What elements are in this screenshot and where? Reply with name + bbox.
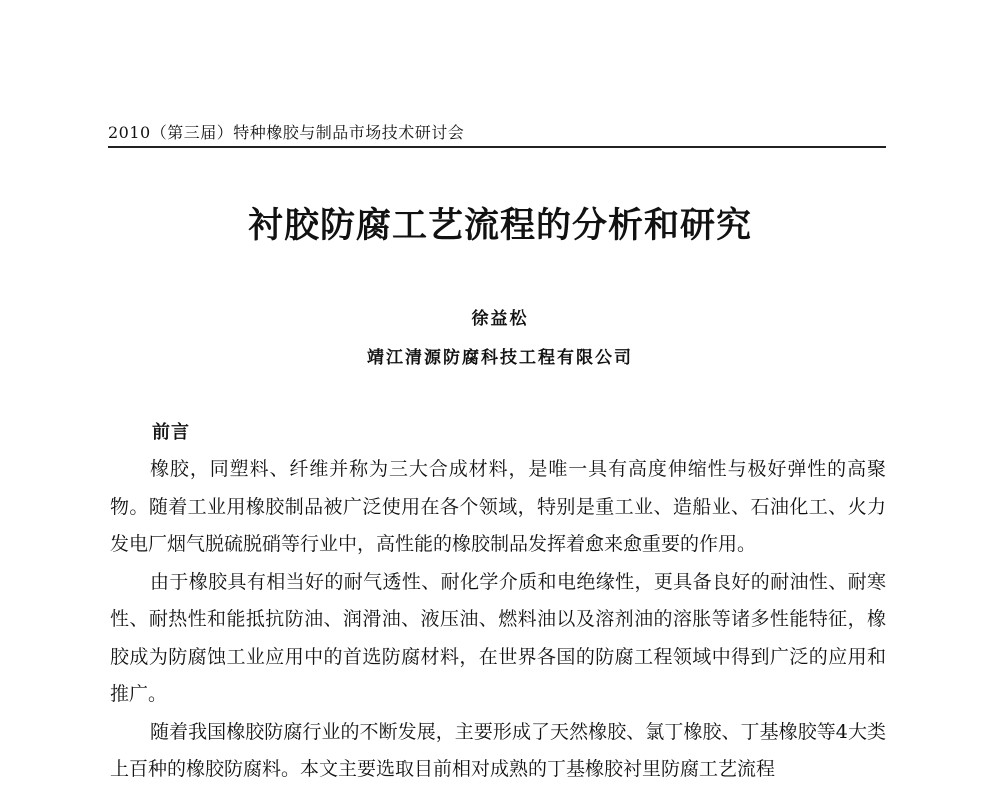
author-affiliation: 靖江清源防腐科技工程有限公司 <box>367 348 633 368</box>
paragraph: 橡胶，同塑料、纤维并称为三大合成材料，是唯一具有高度伸缩性与极好弹性的高聚物。随着工业用橡胶制品被广泛使用在各个领域，特别是重工业、造船业、石油化工、火力发电厂烟气脱硫脱硝等行业中，高性能的橡胶制品发挥着愈来愈重要的作用。 <box>110 458 886 555</box>
section-heading: 前言 <box>152 422 190 443</box>
article-title: 衬胶防腐工艺流程的分析和研究 <box>247 205 752 246</box>
body-text <box>110 451 886 789</box>
paragraph: 随着我国橡胶防腐行业的不断发展，主要形成了天然橡胶、氯丁橡胶、丁基橡胶等4大类上百种的橡胶防腐料。本文主要选取目前相对成熟的丁基橡胶衬里防腐工艺流程 <box>110 720 886 780</box>
header-divider <box>108 146 886 148</box>
author-name: 徐益松 <box>471 309 529 329</box>
running-header: 2010（第三届）特种橡胶与制品市场技术研讨会 <box>108 123 465 142</box>
paragraph: 由于橡胶具有相当好的耐气透性、耐化学介质和电绝缘性，更具备良好的耐油性、耐寒性、耐热性和能抵抗防油、润滑油、液压油、燃料油以及溶剂油的溶胀等诸多性能特征，橡胶成为防腐蚀工业应用中的首选防腐材料，在世界各国的防腐工程领域中得到广泛的应用和推广。 <box>110 570 886 705</box>
